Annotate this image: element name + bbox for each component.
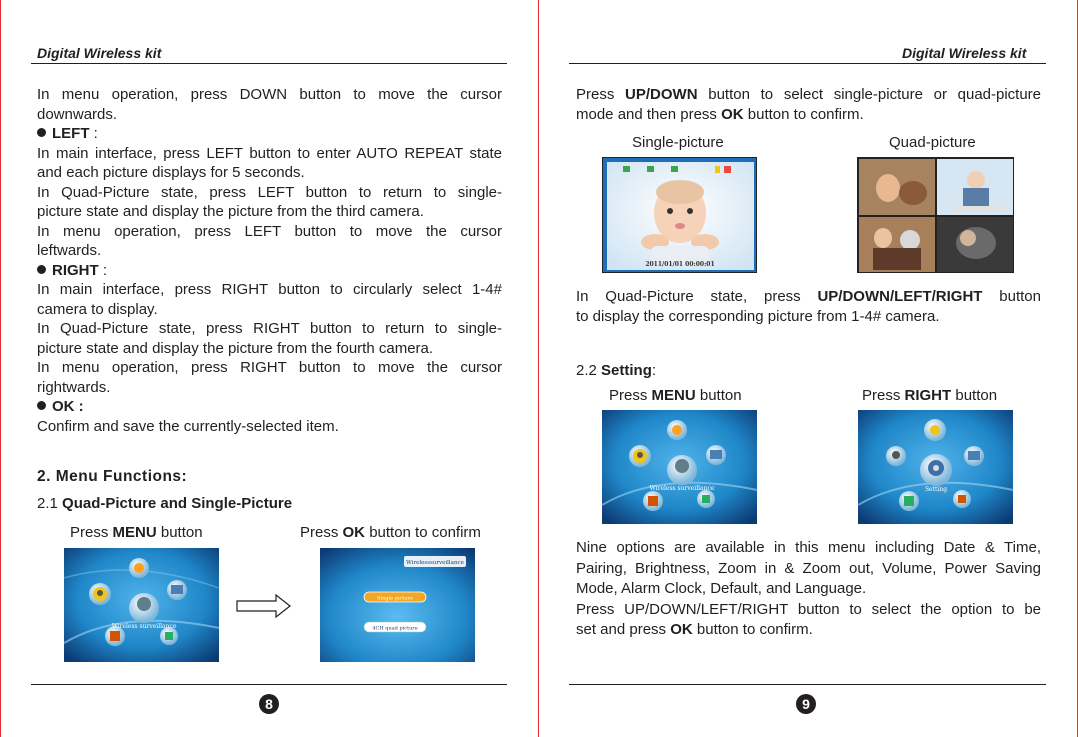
line: In main interface, press RIGHT button to circularly select 1-4# [37, 281, 502, 298]
caption-press-ok: Press OK button to confirm [300, 524, 481, 541]
section-title: 2. Menu Functions: [37, 468, 188, 485]
quad-text [576, 287, 1041, 326]
line: Nine options are available in this menu including Date & Time, [576, 539, 1041, 556]
left-footer-rule [31, 684, 507, 685]
line: Press UP/DOWN button to select single-picture or quad-picture [576, 86, 1042, 103]
ok-heading: OK : [37, 397, 502, 417]
left-body-text [37, 85, 502, 436]
line: set and press OK button to confirm. [576, 621, 813, 638]
arrow-right-icon [236, 593, 292, 619]
right-header: Digital Wireless kit [902, 45, 1027, 61]
wireless-title: Wirelesssurveillance [406, 560, 464, 566]
caption-press-menu: Press MENU button [70, 524, 203, 541]
mode-select-screenshot [320, 548, 475, 662]
menu-label: Wireless surveillance [649, 485, 715, 492]
left-header-rule [31, 63, 507, 64]
line: camera to display. [37, 300, 158, 318]
quad-picture-option: 4CH quad picture [372, 625, 418, 632]
caption-quad-picture: Quad-picture [889, 134, 976, 151]
timestamp: 2011/01/01 00:00:01 [645, 261, 715, 268]
page-number: 9 [796, 694, 816, 714]
line: Confirm and save the currently-selected item. [37, 417, 339, 435]
line: mode and then press OK button to confirm. [576, 105, 864, 123]
line: and each picture displays for 5 seconds. [37, 164, 305, 181]
setting-title: 2.2 Setting: [576, 362, 657, 379]
line: leftwards. [37, 242, 102, 259]
right-header-rule [569, 63, 1046, 64]
single-picture-option: Single picture [377, 595, 413, 602]
line: In Quad-Picture state, press LEFT button to return to single- [37, 183, 502, 201]
line: picture state and display the picture from the fourth camera. [37, 339, 434, 357]
line: to display the corresponding picture from 1-4# camera. [576, 307, 940, 325]
right-footer-rule [569, 684, 1046, 685]
line: In Quad-Picture state, press RIGHT button to return to single- [37, 320, 502, 337]
menu-label: Wireless surveillance [111, 623, 177, 630]
setting-screenshot [858, 410, 1013, 524]
setting-label: Setting [924, 486, 948, 493]
line: In Quad-Picture state, press UP/DOWN/LEFT/RIGHT button [576, 288, 1041, 305]
bullet-icon [37, 265, 46, 274]
right-heading: RIGHT : [37, 261, 502, 281]
bullet-icon [37, 128, 46, 137]
left-header: Digital Wireless kit [37, 45, 162, 61]
quad-picture-screenshot [857, 157, 1014, 273]
caption-press-right: Press RIGHT button [862, 387, 998, 404]
bullet-icon [37, 401, 46, 410]
line: downwards. [37, 105, 118, 123]
line: Pairing, Brightness, Zoom in & Zoom out, Volume, Power Saving [576, 559, 1041, 577]
single-picture-screenshot [602, 157, 757, 273]
page-number: 8 [259, 694, 279, 714]
line: rightwards. [37, 378, 111, 396]
line: In menu operation, press LEFT button to move the cursor [37, 222, 502, 240]
main-menu-screenshot [64, 548, 219, 662]
line: In main interface, press LEFT button to enter AUTO REPEAT state [37, 144, 502, 162]
caption-single-picture: Single-picture [632, 134, 724, 151]
line: In menu operation, press DOWN button to move the cursor [37, 86, 502, 103]
caption-press-menu: Press MENU button [609, 387, 742, 404]
line: Press UP/DOWN/LEFT/RIGHT button to select the option to be [576, 600, 1041, 618]
line: In menu operation, press RIGHT button to move the cursor [37, 359, 502, 376]
left-heading: LEFT : [37, 124, 502, 144]
line: picture state and display the picture from the third camera. [37, 203, 424, 220]
menu-screenshot [602, 410, 757, 524]
options-text [576, 538, 1041, 641]
page-divider [538, 0, 539, 737]
subsection-title: 2.1 Quad-Picture and Single-Picture [37, 495, 293, 512]
intro-text [576, 85, 1041, 124]
left-page-edge [0, 0, 1, 737]
line: Mode, Alarm Clock, Default, and Language. [576, 580, 867, 597]
